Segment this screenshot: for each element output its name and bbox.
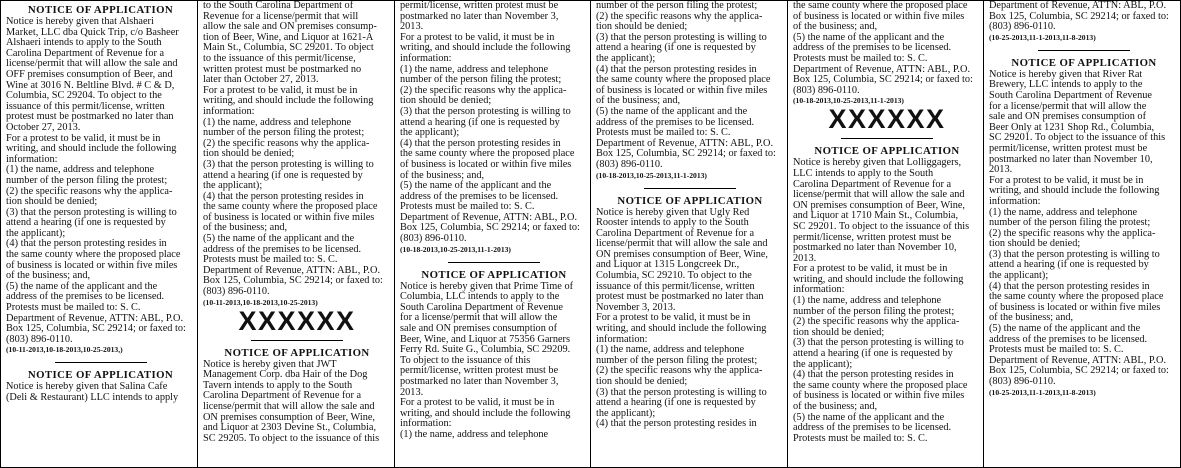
- notice-text-line: the applicant);: [203, 180, 263, 192]
- section-rule: [841, 138, 933, 139]
- notice-text-line: For a protest to be valid, it must be in: [596, 312, 751, 324]
- notice-text-line: (4) that the person protesting resides in: [6, 238, 167, 250]
- notice-text-line: OFF premises consumption of Beer, and: [6, 68, 173, 80]
- notice-text-line: (2) the specific reasons why the applica-: [989, 227, 1156, 239]
- notice-text-line: the same county where the proposed place: [793, 379, 968, 391]
- notice-text-line: tion should be denied;: [989, 238, 1081, 250]
- notice-text-line: Protests must be mailed to: S. C.: [203, 254, 338, 266]
- notice-text-line: Department of Revenue, ATTN: ABL, P.O.: [6, 312, 184, 324]
- notice-text-line: information:: [989, 195, 1041, 207]
- notice-text-line: For a protest to be valid, it must be in: [793, 263, 948, 275]
- notice-text-line: (4) that the person protesting resides in: [989, 280, 1150, 292]
- notice-text-line: (5) the name of the applicant and the: [793, 411, 945, 423]
- notice-text-line: (1) the name, address and telephone: [400, 428, 549, 440]
- notice-text-line: to the issuance of this permit/license,: [203, 52, 356, 64]
- publication-dates: (10-18-2013,10-25-2013,11-1-2013): [793, 96, 904, 106]
- notice-text-line: attend a hearing (if one is requested by: [6, 217, 166, 229]
- notice-text-line: Columbia, LLC intends to apply to the: [400, 291, 560, 303]
- notice-text-line: Management Corp. dba Hair of the Dog: [203, 369, 368, 381]
- notice-text-line: writing, and should include the following: [203, 95, 374, 107]
- section-rule: [644, 188, 736, 189]
- notice-text-line: sale and ON premises consumption of: [400, 323, 557, 335]
- notice-text-line: (2) the specific reasons why the applica-: [6, 185, 173, 197]
- notice-text-line: Beer Only at 1231 Shop Rd., Columbia,: [989, 121, 1155, 133]
- notice-text-line: postmarked no later than November 3,: [400, 10, 559, 22]
- notice-text-line: the applicant);: [989, 270, 1049, 282]
- notice-text-line: Wine at 3016 N. Beltline Blvd. # C & D,: [6, 79, 175, 91]
- notice-body: [6, 382, 195, 403]
- notice-text-line: Box 125, Columbia, SC 29214; or faxed to:: [989, 10, 1169, 22]
- notice-text-line: (803) 896-0110.: [400, 233, 467, 245]
- notice-body: [989, 1, 1179, 33]
- publication-dates: (10-11-2013,10-18-2013,10-25-2013,): [6, 345, 123, 355]
- notice-text-line: number of the person filing the protest;: [6, 174, 168, 186]
- notice-text-line: (1) the name, address and telephone: [989, 206, 1138, 218]
- notice-body: [596, 208, 784, 430]
- notice-text-line: Box 125, Columbia, SC 29214; or faxed to:: [596, 148, 776, 160]
- notice-text-line: Columbia, SC 29204. To object to the: [6, 90, 162, 102]
- notice-text-line: (5) the name of the applicant and the: [793, 31, 945, 43]
- notice-text-line: Beer, Wine, and Liquor at 75356 Garners: [400, 333, 570, 345]
- notice-text-line: number of the person filing the protest;: [400, 74, 562, 86]
- notice-heading: NOTICE OF APPLICATION: [224, 346, 370, 359]
- notice-text-line: tion should be denied;: [596, 21, 688, 33]
- notice-text-line: writing, and should include the following: [400, 42, 571, 54]
- notice-text-line: Protests must be mailed to: S. C.: [596, 127, 731, 139]
- notice-text-line: number of the person filing the protest;: [793, 305, 955, 317]
- notice-body: [793, 1, 981, 96]
- notice-text-line: the same county where the proposed place: [203, 201, 378, 213]
- publication-dates: (10-18-2013,10-25-2013,11-1-2013): [596, 170, 707, 180]
- notice-text-line: Protests must be mailed to: S. C.: [6, 302, 141, 314]
- notice-text-line: the applicant);: [596, 52, 656, 64]
- notice-text-line: and Liquor at 1315 Longcreek Dr.,: [596, 259, 740, 271]
- notice-body: [596, 1, 784, 171]
- notice-text-line: written protest must be postmarked no: [203, 63, 362, 75]
- section-rule: [448, 262, 540, 263]
- notice-text-line: (1) the name, address and telephone: [203, 116, 352, 128]
- notice-text-line: ON premises consumption of Beer, Wine,: [793, 199, 965, 211]
- notice-text-line: tion of Beer, Wine, and Liquor at 1621-A: [203, 31, 374, 43]
- notice-text-line: Carolina Department of Revenue for a: [596, 227, 755, 239]
- notice-text-line: Protests must be mailed to: S. C.: [989, 344, 1124, 356]
- notice-text-line: number of the person filing the protest;: [596, 1, 758, 11]
- notice-text-line: of the business; and,: [793, 401, 878, 412]
- notice-text-line: Columbia, SC 29210. To object to the: [596, 270, 752, 282]
- notice-text-line: (5) the name of the applicant and the: [6, 280, 158, 292]
- notice-text-line: For a protest to be valid, it must be in: [400, 31, 555, 43]
- notice-text-line: SC 29201. To object to the issuance of this: [793, 220, 970, 232]
- notice-text-line: 2013.: [400, 386, 424, 398]
- notice-text-line: information:: [6, 153, 58, 165]
- notice-text-line: license/permit that will allow the sale and: [793, 189, 965, 201]
- notice-text-line: attend a hearing (if one is requested by: [400, 116, 560, 128]
- notice-text-line: attend a hearing (if one is requested by: [793, 348, 953, 360]
- notice-text-line: writing, and should include the following: [989, 185, 1160, 197]
- notice-text-line: (3) that the person protesting is willing to: [596, 31, 767, 43]
- notice-text-line: permit/license, written protest must be: [400, 365, 559, 377]
- notice-text-line: protest must be postmarked no later than: [596, 291, 764, 303]
- notice-text-line: issuance of this permit/license, written: [6, 100, 165, 112]
- notice-text-line: (4) that the person protesting resides in: [596, 418, 757, 430]
- notice-text-line: of the business; and,: [596, 95, 681, 107]
- notice-text-line: allow the sale and ON premises consump-: [203, 21, 377, 33]
- notice-text-line: Protests must be mailed to: S. C.: [793, 52, 928, 64]
- notice-text-line: tion should be denied;: [203, 148, 295, 160]
- notice-text-line: writing, and should include the following: [6, 143, 177, 155]
- notice-text-line: Carolina Department of Revenue for a: [203, 390, 362, 402]
- notice-text-line: Department of Revenue, ATTN: ABL, P.O.: [989, 354, 1167, 366]
- publication-dates: (10-25-2013,11-1-2013,11-8-2013): [989, 32, 1096, 42]
- publication-dates: (10-25-2013,11-1-2013,11-8-2013): [989, 387, 1096, 397]
- notice-text-line: (803) 896-0110.: [989, 376, 1056, 387]
- notice-heading: NOTICE OF APPLICATION: [27, 4, 174, 16]
- notice-body: [793, 158, 981, 444]
- notice-text-line: the applicant);: [400, 127, 460, 139]
- notice-text-line: sale and ON premises consumption of: [989, 111, 1146, 123]
- notice-body: [203, 360, 391, 445]
- notice-column-4: [590, 1, 786, 467]
- notice-text-line: of the business; and,: [793, 21, 878, 33]
- notice-text-line: (5) the name of the applicant and the: [400, 180, 552, 192]
- notice-column-3: [394, 1, 590, 467]
- notice-text-line: Box 125, Columbia, SC 29214; or faxed to:: [400, 222, 580, 234]
- notice-text-line: (3) that the person protesting is willing to: [989, 248, 1160, 260]
- notice-text-line: information:: [793, 284, 845, 296]
- notice-column-2: [197, 1, 393, 467]
- notice-text-line: license/permit that will allow the sale and: [596, 238, 768, 250]
- notice-text-line: (1) the name, address and telephone: [6, 164, 155, 176]
- notice-text-line: LLC intends to apply to the South: [793, 167, 934, 179]
- notice-text-line: writing, and should include the following: [793, 273, 964, 285]
- notice-text-line: writing, and should include the following: [400, 407, 571, 419]
- notice-text-line: address of the premises to be licensed.: [793, 42, 952, 54]
- notice-text-line: Box 125, Columbia, SC 29214; or faxed to:: [793, 74, 973, 86]
- notice-text-line: (803) 896-0110.: [203, 286, 270, 298]
- notice-text-line: Box 125, Columbia, SC 29214; or faxed to:: [6, 323, 186, 335]
- notice-text-line: (5) the name of the applicant and the: [989, 323, 1141, 335]
- notice-text-line: information:: [596, 333, 648, 345]
- notice-column-1: [1, 1, 197, 467]
- notice-text-line: number of the person filing the protest;: [596, 354, 758, 366]
- notice-text-line: Notice is hereby given that River Rat: [989, 68, 1143, 80]
- notice-column-5: [787, 1, 983, 467]
- notice-text-line: number of the person filing the protest;: [203, 127, 365, 139]
- notice-text-line: Notice is hereby given that Prime Time of: [400, 280, 574, 292]
- notice-text-line: of business is located or within five miles: [6, 259, 178, 271]
- notice-text-line: (803) 896-0110.: [793, 84, 860, 96]
- notice-body: [400, 1, 588, 245]
- notice-text-line: (1) the name, address and telephone: [596, 344, 745, 356]
- notice-text-line: Department of Revenue, ATTN: ABL, P.O.: [596, 137, 774, 149]
- notice-text-line: permit/license, written protest must be: [793, 231, 952, 243]
- notice-text-line: postmarked no later than November 10,: [793, 242, 957, 254]
- notice-text-line: address of the premises to be licensed.: [596, 116, 755, 128]
- notice-heading: NOTICE OF APPLICATION: [1011, 56, 1157, 69]
- notice-text-line: Main St., Columbia, SC 29201. To object: [203, 42, 374, 54]
- notice-text-line: address of the premises to be licensed.: [400, 190, 559, 202]
- publication-dates: (10-18-2013,10-25-2013,11-1-2013): [400, 244, 511, 254]
- notice-text-line: of the business; and,: [989, 312, 1074, 324]
- notice-text-line: postmarked no later than November 3,: [400, 376, 559, 387]
- notice-text-line: (2) the specific reasons why the applica-: [400, 84, 567, 96]
- notice-text-line: attend a hearing (if one is requested by: [203, 169, 363, 181]
- section-rule: [1038, 50, 1130, 51]
- notice-text-line: of the business; and,: [6, 270, 91, 282]
- notice-heading: NOTICE OF APPLICATION: [814, 145, 960, 158]
- notice-text-line: the same county where the proposed place: [793, 1, 968, 11]
- notice-text-line: tion should be denied;: [793, 326, 885, 338]
- notice-text-line: of business is located or within five miles: [793, 390, 965, 402]
- notice-text-line: (3) that the person protesting is willing to: [596, 386, 767, 398]
- notice-text-line: for a license/permit that will allow the: [989, 100, 1147, 112]
- notice-heading: NOTICE OF APPLICATION: [617, 194, 763, 207]
- notice-text-line: number of the person filing the protest;: [989, 217, 1151, 229]
- notice-text-line: Department of Revenue, ATTN: ABL, P.O.: [203, 264, 381, 276]
- notice-text-line: the same county where the proposed place: [596, 74, 771, 86]
- notice-text-line: (4) that the person protesting resides in: [793, 369, 954, 381]
- notice-text-line: and Liquor at 2303 Devine St., Columbia,: [203, 422, 377, 434]
- notice-text-line: Carolina Department of Revenue for a: [6, 47, 165, 59]
- notice-text-line: of business is located or within five miles: [989, 301, 1161, 313]
- notice-text-line: (2) the specific reasons why the applica-: [596, 10, 763, 22]
- notice-text-line: (5) the name of the applicant and the: [596, 105, 748, 117]
- notice-text-line: (3) that the person protesting is willing to: [203, 158, 374, 170]
- notice-text-line: for a license/permit that will allow the: [400, 312, 558, 324]
- notice-text-line: South Carolina Department of Revenue: [989, 89, 1152, 101]
- notice-text-line: SC 29205. To object to the issuance of this: [203, 432, 380, 444]
- notice-text-line: Department of Revenue, ATTN: ABL, P.O.: [793, 63, 971, 75]
- notice-text-line: Box 125, Columbia, SC 29214; or faxed to:: [203, 275, 383, 287]
- notice-text-line: November 3, 2013.: [596, 301, 676, 313]
- xxxxxx-divider: XXXXXX: [828, 104, 946, 135]
- notice-text-line: (2) the specific reasons why the applica-: [596, 365, 763, 377]
- notice-text-line: issuance of this permit/license, written: [596, 280, 755, 292]
- notice-text-line: For a protest to be valid, it must be in: [203, 84, 358, 96]
- notice-text-line: of the business; and,: [400, 169, 485, 181]
- notice-text-line: (803) 896-0110.: [596, 158, 663, 170]
- notice-text-line: Notice is hereby given that Ugly Red: [596, 206, 750, 218]
- notice-text-line: 2013.: [989, 164, 1013, 176]
- notice-text-line: For a protest to be valid, it must be in: [6, 132, 161, 144]
- notice-text-line: the applicant);: [6, 227, 66, 239]
- notice-text-line: of business is located or within five miles: [400, 158, 572, 170]
- section-rule: [55, 362, 147, 363]
- notice-text-line: attend a hearing (if one is requested by: [596, 42, 756, 54]
- notice-text-line: the same county where the proposed place: [400, 148, 575, 160]
- notice-text-line: (4) that the person protesting resides in: [203, 190, 364, 202]
- notice-text-line: (2) the specific reasons why the applica-: [793, 316, 960, 328]
- notice-column-6: [983, 1, 1181, 467]
- notice-text-line: Notice is hereby given that JWT: [203, 358, 337, 370]
- notice-text-line: Tavern intends to apply to the South: [203, 379, 353, 391]
- notice-text-line: postmarked no later than November 10,: [989, 153, 1153, 165]
- notice-text-line: For a protest to be valid, it must be in: [989, 174, 1144, 186]
- notice-text-line: to the South Carolina Department of: [203, 1, 354, 11]
- notice-text-line: Protests must be mailed to: S. C.: [793, 432, 928, 444]
- notice-text-line: SC 29201. To object to the issuance of this: [989, 132, 1166, 144]
- notice-text-line: license/permit that will allow the sale and: [203, 401, 375, 412]
- publication-dates: (10-11-2013,10-18-2013,10-25-2013): [203, 297, 318, 307]
- notice-text-line: To object to the issuance of this: [400, 354, 531, 366]
- notice-text-line: permit/license, written protest must be: [400, 1, 559, 11]
- notice-heading: NOTICE OF APPLICATION: [27, 369, 174, 382]
- notice-text-line: October 27, 2013.: [6, 121, 81, 133]
- notice-text-line: Brewery, LLC intends to apply to the: [989, 79, 1143, 91]
- notice-body: [400, 282, 588, 441]
- notice-text-line: Box 125, Columbia, SC 29214; or faxed to:: [989, 365, 1169, 377]
- notice-text-line: the applicant);: [596, 407, 656, 419]
- notice-text-line: (803) 896-0110.: [989, 21, 1056, 33]
- notice-text-line: ON premises consumption of Beer, Wine,: [596, 248, 768, 260]
- notice-text-line: permit/license, written protest must be: [989, 142, 1148, 154]
- notice-text-line: (Deli & Restaurant) LLC intends to apply: [6, 392, 179, 403]
- notice-text-line: (4) that the person protesting resides in: [596, 63, 757, 75]
- notice-text-line: address of the premises to be licensed.: [989, 333, 1148, 345]
- notice-heading: NOTICE OF APPLICATION: [421, 268, 567, 281]
- notice-text-line: of the business; and,: [203, 222, 288, 234]
- notice-body: [203, 1, 391, 298]
- notice-text-line: tion should be denied;: [596, 376, 688, 387]
- notice-text-line: Market, LLC dba Quick Trip, c/o Basheer: [6, 26, 179, 38]
- notice-text-line: information:: [400, 52, 452, 64]
- notice-text-line: Ferry Rd. Suite G., Columbia, SC 29209.: [400, 344, 571, 356]
- notice-text-line: attend a hearing (if one is requested by: [989, 259, 1149, 271]
- notice-text-line: later than October 27, 2013.: [203, 74, 319, 86]
- notice-text-line: (3) that the person protesting is willing to: [6, 206, 177, 218]
- notice-text-line: South Carolina Department of Revenue: [400, 301, 563, 313]
- notice-text-line: writing, and should include the following: [596, 323, 767, 335]
- notice-text-line: the same county where the proposed place: [989, 291, 1164, 303]
- notice-body: [6, 17, 195, 345]
- notice-text-line: (3) that the person protesting is willing to: [793, 337, 964, 349]
- notice-text-line: (803) 896-0110.: [6, 333, 73, 345]
- notice-text-line: Notice is hereby given that Alshaeri: [6, 16, 154, 27]
- notice-text-line: of business is located or within five miles: [203, 211, 375, 223]
- notice-text-line: For a protest to be valid, it must be in: [400, 397, 555, 409]
- notice-text-line: Department of Revenue, ATTN: ABL, P.O.: [989, 1, 1167, 11]
- notice-text-line: attend a hearing (if one is requested by: [596, 397, 756, 409]
- notice-text-line: Revenue for a license/permit that will: [203, 10, 359, 22]
- notice-text-line: Rooster intends to apply to the South: [596, 217, 749, 229]
- notice-text-line: Notice is hereby given that Salina Cafe: [6, 381, 168, 393]
- notice-text-line: Carolina Department of Revenue for a: [793, 178, 952, 190]
- notice-text-line: address of the premises to be licensed.: [6, 291, 165, 303]
- notice-body: [989, 70, 1179, 388]
- notice-text-line: tion should be denied;: [6, 196, 98, 208]
- notice-text-line: 2013.: [400, 21, 424, 33]
- xxxxxx-divider: XXXXXX: [238, 305, 356, 336]
- notice-text-line: and Liquor at 1710 Main St., Columbia,: [793, 210, 959, 222]
- notice-text-line: tion should be denied;: [400, 95, 492, 107]
- notice-text-line: the same county where the proposed place: [6, 249, 181, 261]
- notice-text-line: 2013.: [793, 252, 817, 264]
- notice-text-line: the applicant);: [793, 358, 853, 370]
- section-rule: [251, 340, 343, 341]
- notice-text-line: (5) the name of the applicant and the: [203, 233, 355, 245]
- notice-text-line: of business is located or within five miles: [793, 10, 965, 22]
- notice-text-line: (1) the name, address and telephone: [793, 295, 942, 307]
- notice-text-line: Department of Revenue, ATTN: ABL, P.O.: [400, 211, 578, 223]
- notice-text-line: (2) the specific reasons why the applica-: [203, 137, 370, 149]
- notice-text-line: of business is located or within five miles: [596, 84, 768, 96]
- notice-text-line: ON premises consumption of Beer, Wine,: [203, 411, 375, 423]
- notice-text-line: address of the premises to be licensed.: [203, 243, 362, 255]
- notice-text-line: protest must be postmarked no later than: [6, 111, 174, 123]
- notice-text-line: information:: [203, 105, 255, 117]
- notice-text-line: Notice is hereby given that Lolliggagers,: [793, 157, 962, 169]
- notice-text-line: (3) that the person protesting is willing to: [400, 105, 571, 117]
- notice-text-line: information:: [400, 418, 452, 430]
- notice-text-line: Protests must be mailed to: S. C.: [400, 201, 535, 213]
- notice-text-line: (4) that the person protesting resides in: [400, 137, 561, 149]
- notice-text-line: Alshaeri intends to apply to the South: [6, 37, 162, 49]
- notice-text-line: (1) the name, address and telephone: [400, 63, 549, 75]
- notice-text-line: license/permit that will allow the sale and: [6, 58, 178, 70]
- notice-text-line: address of the premises to be licensed.: [793, 422, 952, 434]
